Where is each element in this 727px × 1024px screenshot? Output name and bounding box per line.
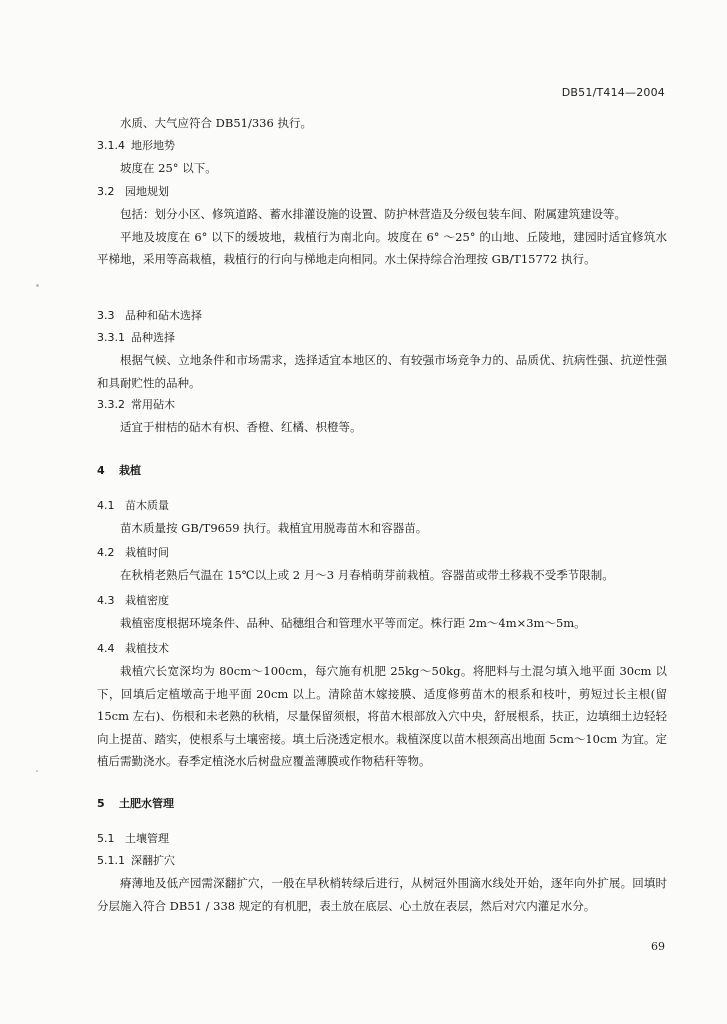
heading-5-1-1: [97, 850, 667, 872]
section-number: 5: [97, 797, 105, 810]
section-title: 品种选择: [131, 331, 175, 344]
section-number: 3.2: [97, 185, 115, 198]
section-title: 园地规划: [125, 185, 169, 198]
paragraph-includes: 包括：划分小区、修筑道路、蓄水排灌设施的设置、防护林营造及分级包装车间、附属建筑建设等。: [120, 207, 626, 221]
paragraph-density: 栽植密度根据环境条件、品种、砧穗组合和管理水平等而定。株行距 2m～4m×3m～5m。: [120, 616, 586, 630]
section-number: 4: [97, 464, 105, 477]
section-3-1-3-continuation: [97, 112, 667, 135]
section-4-1: [97, 495, 667, 540]
section-number: 4.3: [97, 594, 115, 607]
section-number: 3.1.4: [97, 139, 125, 152]
heading-3-1-4: [97, 135, 667, 157]
paragraph-slope: 坡度在 25° 以下。: [120, 161, 217, 175]
scan-speck: [36, 284, 39, 287]
heading-3-2: [97, 181, 667, 203]
section-title: 土壤管理: [125, 832, 169, 845]
section-number: 4.1: [97, 499, 115, 512]
section-number: 4.2: [97, 546, 115, 559]
section-4-2: [97, 542, 667, 587]
scan-speck: [36, 770, 38, 772]
heading-4: [97, 460, 667, 482]
heading-3-3: [97, 305, 667, 327]
section-number: 3.3: [97, 309, 115, 322]
heading-4-3: [97, 590, 667, 612]
paragraph-deep-ploughing: 瘠薄地及低产园需深翻扩穴，一般在早秋梢转绿后进行，从树冠外围滴水线处开始，逐年向外扩展。回填时分层施入符合 DB51 / 338 规定的有机肥，表土放在底层、心土放在表层，然后对穴内灌足水分。: [97, 876, 667, 913]
section-5-1: [97, 828, 667, 917]
section-5: [97, 793, 667, 815]
section-number: 3.3.1: [97, 331, 125, 344]
section-3-3: [97, 305, 667, 439]
paragraph-water-air: 水质、大气应符合 DB51/336 执行。: [120, 116, 312, 130]
section-title: 品种和砧木选择: [125, 309, 202, 322]
section-title: 栽植技术: [125, 642, 169, 655]
paragraph-planting-time: 在秋梢老熟后气温在 15℃以上或 2 月～3 月春梢萌芽前栽植。容器苗或带土移栽不受季节限制。: [120, 568, 614, 582]
paragraph-technique: 栽植穴长宽深均为 80cm～100cm，每穴施有机肥 25kg～50kg。将肥料与土混匀填入地平面 30cm 以下，回填后定植墩高于地平面 20cm 以上。清除苗木嫁接膜、适度修剪苗木的根系和枝叶，剪短过长主根(留 15cm 左右)、伤根和未老熟的秋梢，尽量保留须根，将苗木根部放入穴中央，舒展根系，扶正，边填细土边轻轻向上提苗、踏实，使根系与土壤密接。填土后浇透定根水。栽植深度以苗木根颈高出地面 5cm～10cm 为宜。定植后需勤浇水。春季定植浇水后树盘应覆盖薄膜或作物秸秆等物。: [97, 664, 667, 768]
section-title: 栽植密度: [125, 594, 169, 607]
paragraph-rootstock: 适宜于柑桔的砧木有枳、香橙、红橘、枳橙等。: [120, 420, 362, 434]
section-4-4: [97, 638, 667, 773]
heading-5-1: [97, 828, 667, 850]
section-title: 栽植: [119, 464, 141, 477]
paragraph-variety: 根据气候、立地条件和市场需求，选择适宜本地区的、有较强市场竞争力的、品质优、抗病性强、抗逆性强和具耐贮性的品种。: [97, 353, 667, 390]
heading-5: [97, 793, 667, 815]
paragraph-seedling: 苗木质量按 GB/T9659 执行。栽植宜用脱毒苗木和容器苗。: [120, 521, 428, 535]
section-title: 栽植时间: [125, 546, 169, 559]
heading-4-1: [97, 495, 667, 517]
heading-3-3-1: [97, 327, 667, 349]
section-number: 4.4: [97, 642, 115, 655]
section-number: 5.1: [97, 832, 115, 845]
section-4: [97, 460, 667, 482]
heading-4-4: [97, 638, 667, 660]
section-3-2: [97, 181, 667, 271]
paragraph-flat-land: 平地及坡度在 6° 以下的缓坡地，栽植行为南北向。坡度在 6° ～25° 的山地、丘陵地，建园时适宜修筑水平梯地，采用等高栽植，栽植行的行向与梯地走向相同。水土保持综合治理按 GB/T15772 执行。: [97, 229, 667, 266]
section-title: 苗木质量: [125, 499, 169, 512]
section-number: 3.3.2: [97, 398, 125, 411]
section-title: 土肥水管理: [119, 797, 174, 810]
standard-code: DB51/T414—2004: [561, 86, 665, 99]
heading-4-2: [97, 542, 667, 564]
page-number: 69: [651, 940, 665, 953]
section-title: 深翻扩穴: [131, 854, 175, 867]
section-3-1-4: [97, 135, 667, 180]
section-number: 5.1.1: [97, 854, 125, 867]
section-title: 地形地势: [131, 139, 175, 152]
section-4-3: [97, 590, 667, 635]
heading-3-3-2: [97, 394, 667, 416]
section-title: 常用砧木: [131, 398, 175, 411]
